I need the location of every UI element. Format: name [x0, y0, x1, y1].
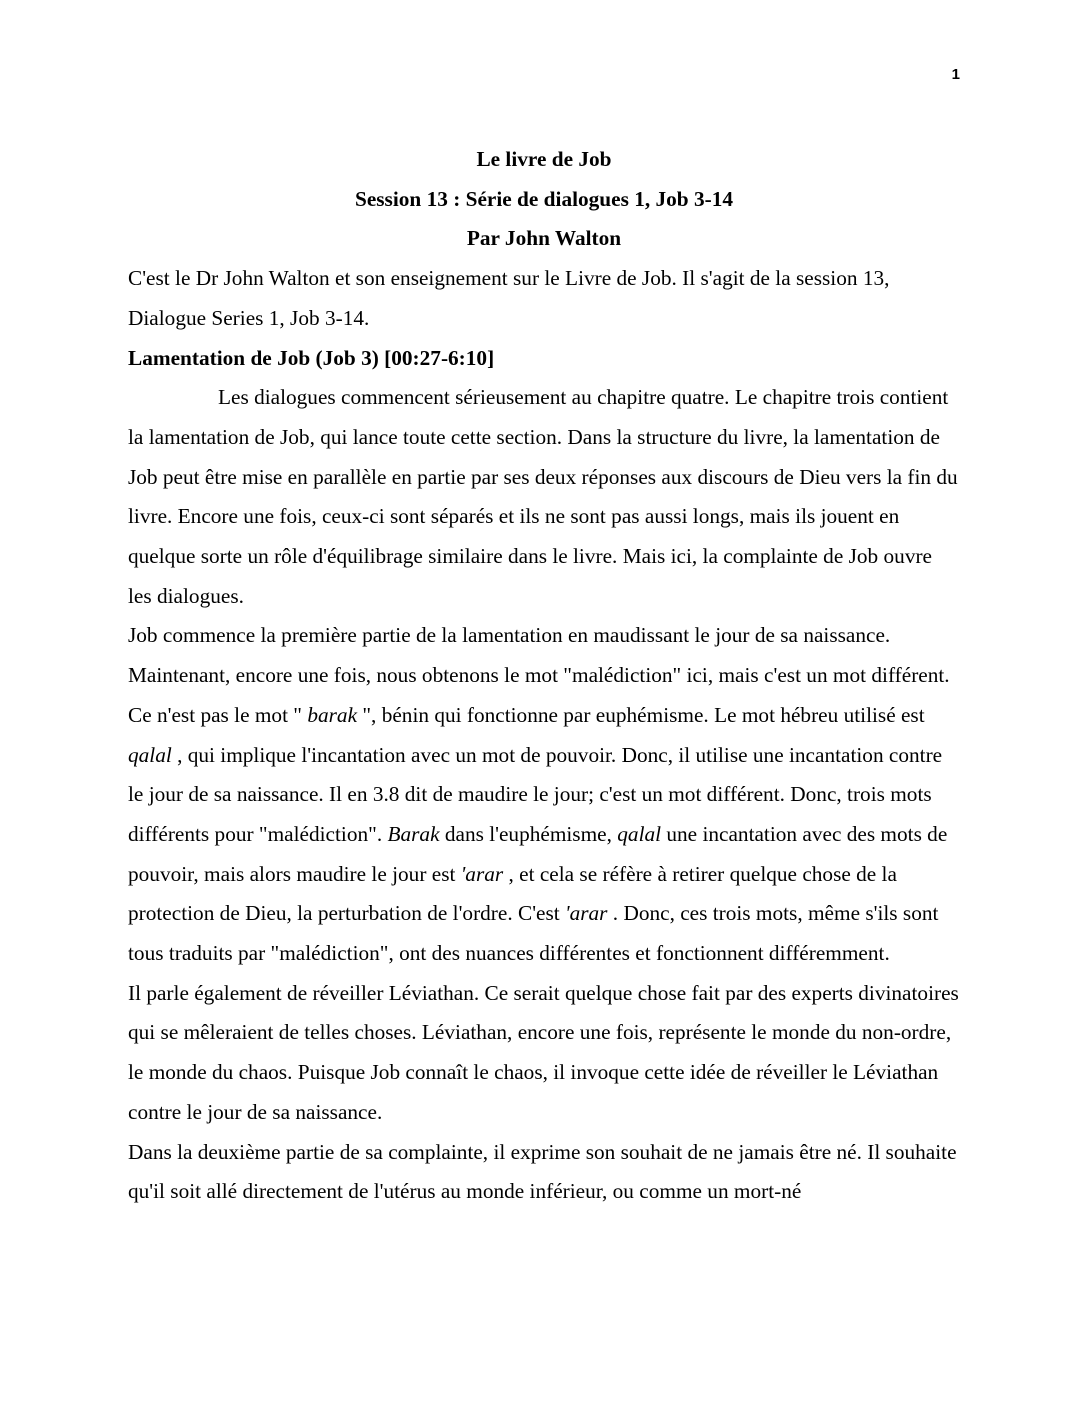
document-title: Le livre de Job	[476, 147, 612, 171]
paragraph-2-text-3: , qui implique l'incantation avec un mot de pouvoir. Donc, il utilise une incantation contre le jour de sa naissance. Il en 3.8 dit de maudire le jour; c'est un mot différent. Donc, trois mots différents pour "malédiction".	[128, 742, 943, 846]
page-number: 1	[951, 66, 960, 83]
intro-paragraph: C'est le Dr John Walton et son enseignement sur le Livre de Job. Il s'agit de la session 13, Dialogue Series 1, Job 3-14.	[128, 266, 890, 330]
paragraph-2-text-1: Job commence la première partie de la lamentation en maudissant le jour de sa naissance. Maintenant, encore une fois, nous obtenons le mot "malédiction" ici, mais c'est un mot différent. Ce n'est pas le mot "	[128, 623, 950, 727]
paragraph-3: Il parle également de réveiller Léviathan. Ce serait quelque chose fait par des experts divinatoires qui se mêleraient de telles choses. Léviathan, encore une fois, représente le monde du non-ordre, le monde du chaos. Puisque Job connaît le chaos, il invoque cette idée de réveiller le Léviathan contre le jour de sa naissance.	[128, 980, 959, 1124]
hebrew-word-arar-2: 'arar	[565, 901, 608, 926]
document-body	[128, 140, 960, 1212]
hebrew-word-qalal: qalal	[128, 742, 172, 767]
paragraph-2-text-2: ", bénin qui fonctionne par euphémisme. Le mot hébreu utilisé est	[357, 702, 925, 727]
hebrew-word-barak-2: Barak	[387, 821, 440, 846]
hebrew-word-qalal-2: qalal	[617, 821, 662, 846]
paragraph-2-text-7: . Donc, ces trois mots, même s'ils sont tous traduits par "malédiction", ont des nuances différentes et fonctionnent différemment.	[128, 901, 939, 966]
author-line: Par John Walton	[466, 226, 622, 251]
section-heading: Lamentation de Job (Job 3) [00:27-6:10]	[128, 345, 495, 370]
paragraph-2-text-4: dans l'euphémisme,	[439, 821, 618, 846]
hebrew-word-barak: barak	[307, 702, 358, 727]
paragraph-2-text-5: une incantation avec des mots de pouvoir, mais alors maudire le jour est	[128, 821, 948, 886]
paragraph-1: Les dialogues commencent sérieusement au chapitre quatre. Le chapitre trois contient la lamentation de Job, qui lance toute cette section. Dans la structure du livre, la lamentation de Job peut être mise en parallèle en partie par ses deux réponses aux discours de Dieu vers la fin du livre. Encore une fois, ceux-ci sont séparés et ils ne sont pas aussi longs, mais ils jouent en quelque sorte un rôle d'équilibrage similaire dans le livre. Mais ici, la complainte de Job ouvre les dialogues.	[128, 385, 958, 608]
paragraph-4: Dans la deuxième partie de sa complainte, il exprime son souhait de ne jamais être né. Il souhaite qu'il soit allé directement de l'utérus au monde inférieur, ou comme un mort-né	[128, 1139, 957, 1204]
hebrew-word-arar: 'arar	[460, 861, 504, 886]
session-title: Session 13 : Série de dialogues 1, Job 3-14	[354, 186, 734, 211]
paragraph-2-text-6: , et cela se réfère à retirer quelque chose de la protection de Dieu, la perturbation de l'ordre. C'est	[128, 861, 897, 926]
paragraph-2	[128, 616, 960, 973]
